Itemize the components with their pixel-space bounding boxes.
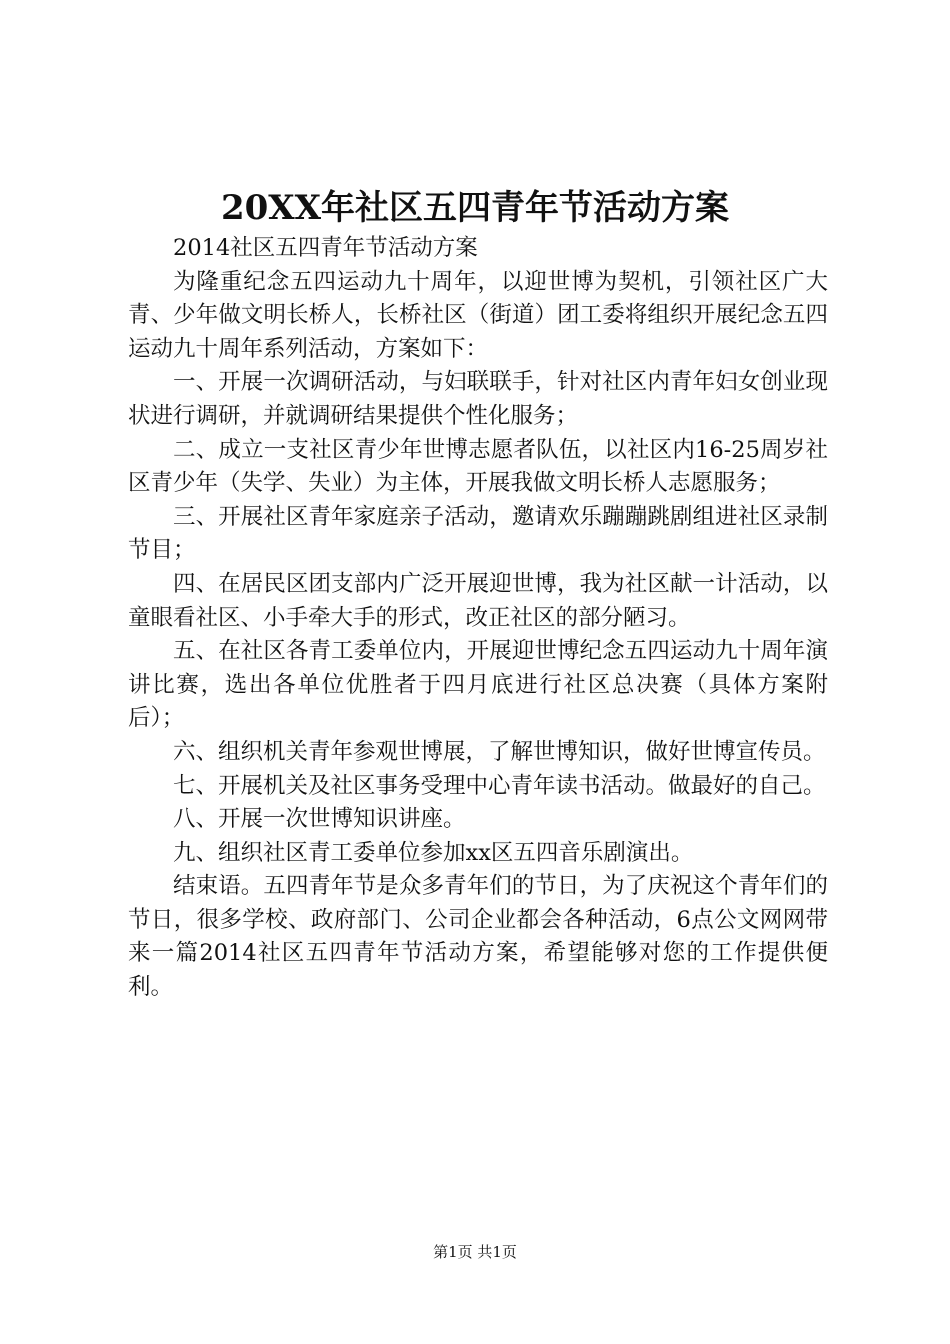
item-paragraph-8: 八、开展一次世博知识讲座。 [173, 806, 466, 833]
subtitle-paragraph: 2014社区五四青年节活动方案 [173, 235, 478, 261]
document-title: 20XX年社区五四青年节活动方案 [220, 188, 730, 228]
item-paragraph-3: 三、开展社区青年家庭亲子活动，邀请欢乐蹦蹦跳剧组进社区录制节目； [128, 503, 828, 564]
page-footer: 第1页 共1页 [433, 1243, 517, 1261]
item-paragraph-5: 五、在社区各青工委单位内，开展迎世博纪念五四运动九十周年演讲比赛，选出各单位优胜者于四月底进行社区总决赛（具体方案附后）； [128, 638, 828, 732]
closing-paragraph: 结束语。五四青年节是众多青年们的节日，为了庆祝这个青年们的节日，很多学校、政府部门、公司企业都会各种活动，6点公文网网带来一篇2014社区五四青年节活动方案，希望能够对您的工作提供便利。 [128, 873, 828, 1001]
item-paragraph-9: 九、组织社区青工委单位参加xx区五四音乐剧演出。 [173, 839, 694, 866]
document-body [128, 232, 828, 1005]
item-paragraph-1: 一、开展一次调研活动，与妇联联手，针对社区内青年妇女创业现状进行调研，并就调研结果提供个性化服务； [128, 369, 828, 429]
item-paragraph-4: 四、在居民区团支部内广泛开展迎世博，我为社区献一计活动，以童眼看社区、小手牵大手的形式，改正社区的部分陋习。 [128, 570, 828, 631]
item-paragraph-7: 七、开展机关及社区事务受理中心青年读书活动。做最好的自己。 [173, 772, 826, 799]
item-paragraph-2: 二、成立一支社区青少年世博志愿者队伍，以社区内16-25周岁社区青少年（失学、失业）为主体，开展我做文明长桥人志愿服务； [128, 436, 828, 497]
intro-paragraph: 为隆重纪念五四运动九十周年，以迎世博为契机，引领社区广大青、少年做文明长桥人，长桥社区（街道）团工委将组织开展纪念五四运动九十周年系列活动，方案如下： [128, 268, 828, 362]
item-paragraph-6: 六、组织机关青年参观世博展，了解世博知识，做好世博宣传员。 [173, 738, 826, 765]
